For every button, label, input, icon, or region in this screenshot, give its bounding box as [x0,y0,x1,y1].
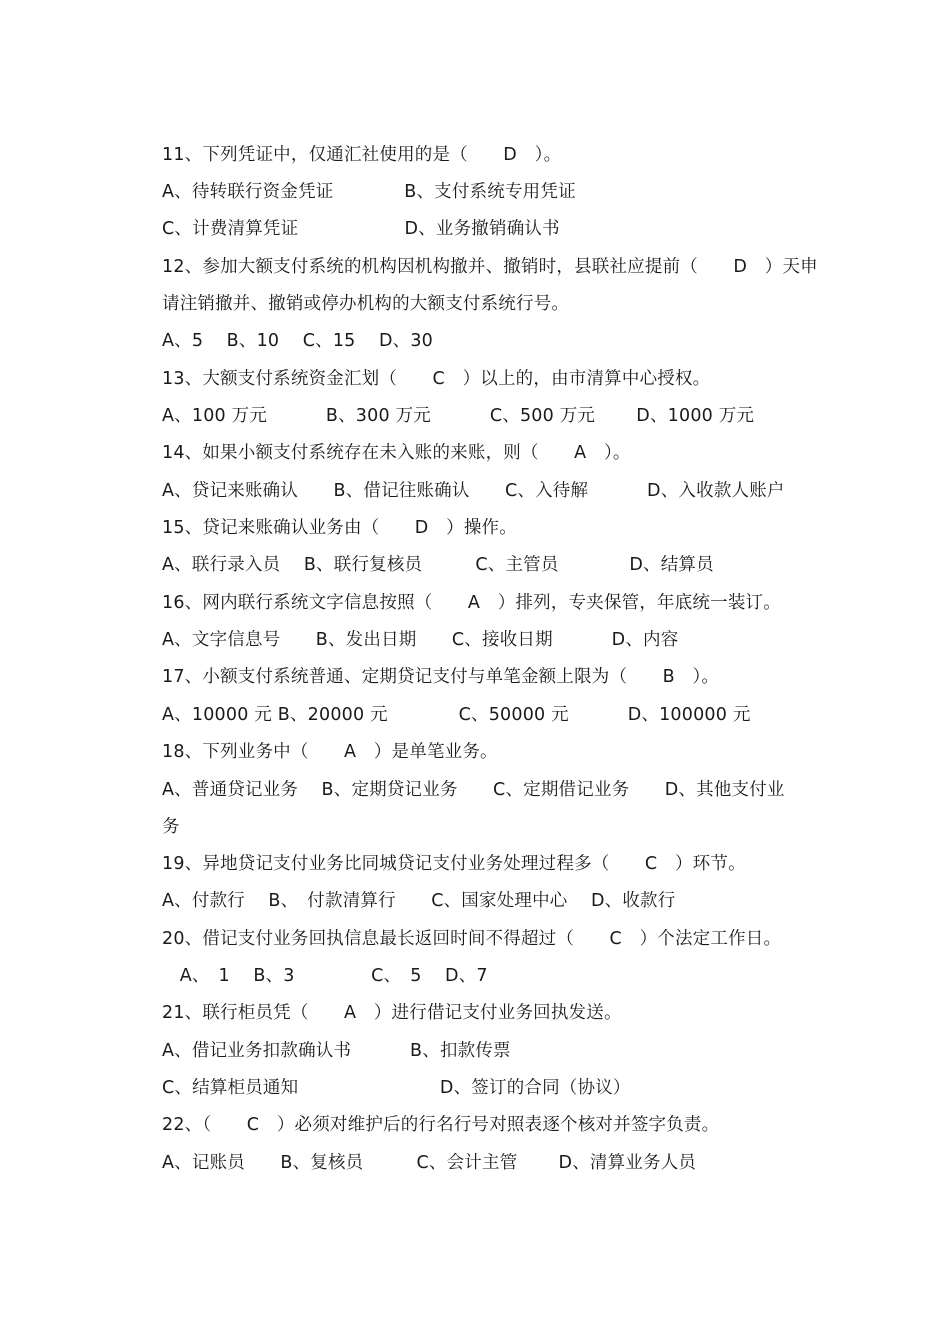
question-13-options: A、100 万元 B、300 万元 C、500 万元 D、1000 万元 [162,406,755,426]
question-11: 11、下列凭证中，仅通汇社使用的是（ D ）。 [162,145,562,165]
question-11-options-row-1: A、待转联行资金凭证 B、支付系统专用凭证 [162,182,576,202]
question-14-options: A、贷记来账确认 B、借记往账确认 C、入待解 D、入收款人账户 [162,481,785,501]
question-16-options: A、文字信息号 B、发出日期 C、接收日期 D、内容 [162,630,679,650]
question-20: 20、借记支付业务回执信息最长返回时间不得超过（ C ）个法定工作日。 [162,929,782,949]
question-21-options-row-2: C、结算柜员通知 D、签订的合同（协议） [162,1078,631,1098]
question-21-options-row-1: A、借记业务扣款确认书 B、扣款传票 [162,1041,511,1061]
question-20-options: A、 1 B、3 C、 5 D、7 [162,966,488,986]
question-18: 18、下列业务中（ A ）是单笔业务。 [162,742,498,762]
question-12: 12、参加大额支付系统的机构因机构撤并、撤销时，县联社应提前（ D ）天申 [162,257,818,277]
question-17-options: A、10000 元 B、20000 元 C、50000 元 D、100000 元 [162,705,751,725]
question-22-options: A、记账员 B、复核员 C、会计主管 D、清算业务人员 [162,1153,697,1173]
question-15-options: A、联行录入员 B、联行复核员 C、主管员 D、结算员 [162,555,714,575]
question-17: 17、小额支付系统普通、定期贷记支付与单笔金额上限为（ B ）。 [162,667,720,687]
question-18-options-continued: 务 [162,817,180,837]
question-13: 13、大额支付系统资金汇划（ C ）以上的，由市清算中心授权。 [162,369,711,389]
question-14: 14、如果小额支付系统存在未入账的来账，则（ A ）。 [162,443,631,463]
question-11-options-row-2: C、计费清算凭证 D、业务撤销确认书 [162,219,560,239]
question-16: 16、网内联行系统文字信息按照（ A ）排列，专夹保管，年底统一装订。 [162,593,781,613]
question-12-continued: 请注销撤并、撤销或停办机构的大额支付系统行号。 [162,294,570,314]
question-18-options: A、普通贷记业务 B、定期贷记业务 C、定期借记业务 D、其他支付业 [162,780,785,800]
question-12-options: A、5 B、10 C、15 D、30 [162,331,433,351]
question-22: 22、（ C ）必须对维护后的行名行号对照表逐个核对并签字负责。 [162,1115,720,1135]
question-19-options: A、付款行 B、 付款清算行 C、国家处理中心 D、收款行 [162,891,676,911]
question-19: 19、异地贷记支付业务比同城贷记支付业务处理过程多（ C ）环节。 [162,854,746,874]
question-21: 21、联行柜员凭（ A ）进行借记支付业务回执发送。 [162,1003,622,1023]
question-15: 15、贷记来账确认业务由（ D ）操作。 [162,518,517,538]
